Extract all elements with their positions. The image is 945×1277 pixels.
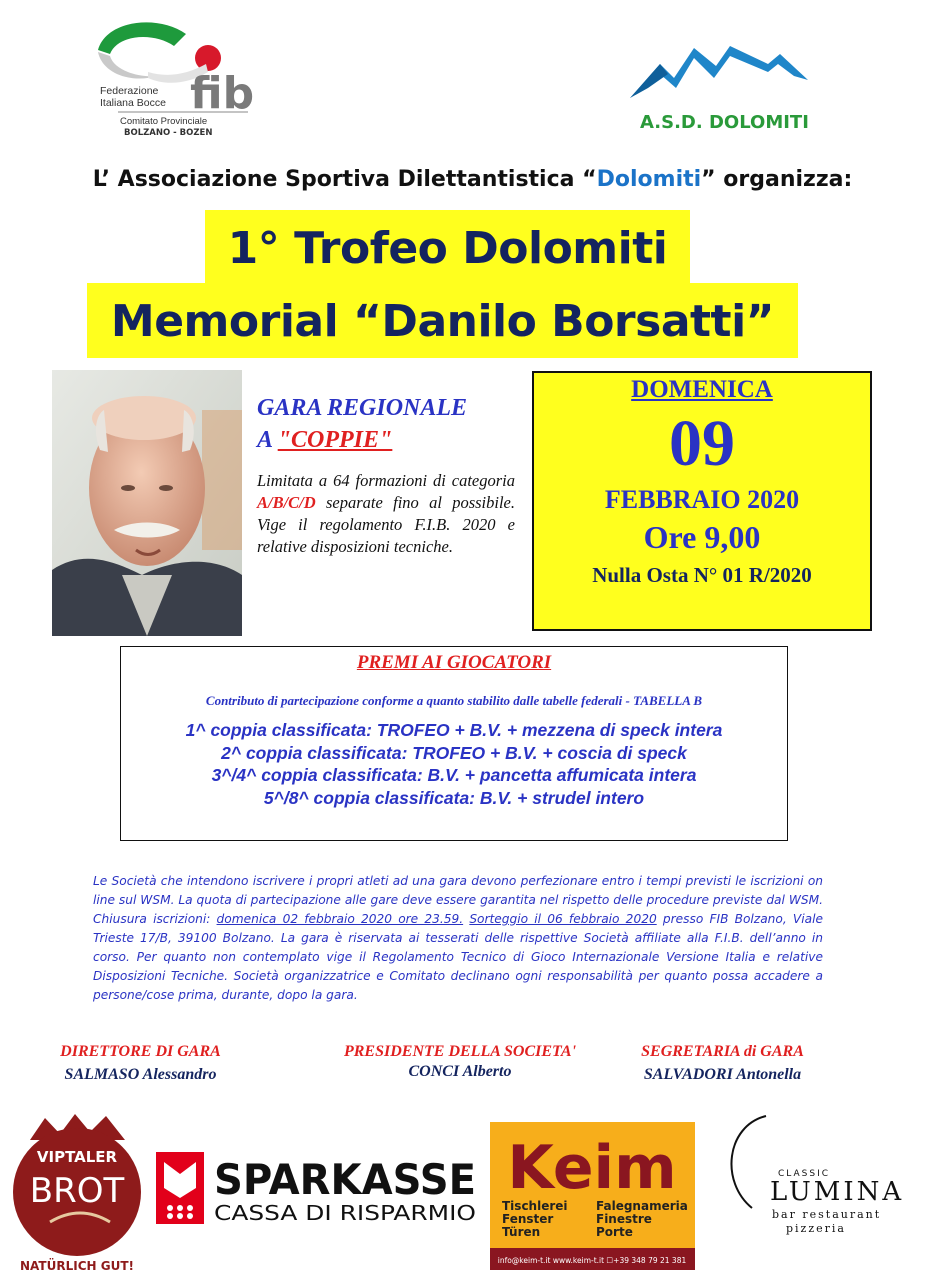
date-time: Ore 9,00 xyxy=(643,519,761,555)
race-type-title: GARA REGIONALE xyxy=(257,395,468,421)
race-info xyxy=(257,392,515,558)
race-format xyxy=(257,424,515,456)
date-month-year: FEBBRAIO 2020 xyxy=(604,485,800,514)
race-desc-after: separate fino al possibile. Vige il regolamento F.I.B. 2020 e relative disposizioni tecniche. xyxy=(257,493,515,556)
keim-graphic xyxy=(490,1122,695,1270)
race-description xyxy=(257,470,515,558)
sparkasse-main: SPARKASSE xyxy=(214,1155,476,1204)
prize-item: 1^ coppia classificata: TROFEO + B.V. + mezzena di speck intera xyxy=(185,720,723,740)
staff-name: SALVADORI Antonella xyxy=(643,1066,802,1083)
lumina-sub1: bar restaurant xyxy=(772,1208,882,1221)
keim-de3: Türen xyxy=(502,1225,541,1239)
fib-line3: Comitato Provinciale xyxy=(120,116,208,127)
asd-label: A.S.D. DOLOMITI xyxy=(640,112,809,133)
keim-de2: Fenster xyxy=(502,1212,554,1226)
fib-line1: Federazione xyxy=(100,85,159,97)
sponsor-sparkasse-logo xyxy=(156,1148,481,1228)
keim-it3: Porte xyxy=(596,1225,633,1239)
sponsor-keim-logo xyxy=(490,1122,695,1270)
race-format-prefix: A xyxy=(257,427,278,453)
event-subtitle: Memorial “Danilo Borsatti” xyxy=(110,296,775,347)
intro-highlight: Dolomiti xyxy=(596,167,702,192)
staff-director xyxy=(48,1043,233,1084)
nulla-osta: Nulla Osta N° 01 R/2020 xyxy=(592,563,812,587)
date-day-name: DOMENICA xyxy=(631,376,773,403)
prize-item: 2^ coppia classificata: TROFEO + B.V. + coscia di speck xyxy=(221,742,687,763)
keim-de1: Tischlerei xyxy=(502,1199,568,1213)
prizes-title: PREMI AI GIOCATORI xyxy=(356,652,552,673)
staff-role: SEGRETARIA di GARA xyxy=(641,1043,804,1060)
fib-line2: Italiana Bocce xyxy=(100,97,166,109)
keim-it2: Finestre xyxy=(596,1212,652,1226)
sparkasse-sub: CASSA DI RISPARMIO xyxy=(214,1201,476,1225)
rules-part1: Le Società che intendono iscrivere i propri atleti ad una gara devono perfezionare entro i tempi previsti le iscrizioni on line sul WSM. La quota di partecipazione alle gare deve essere garantita nel rispetto delle procedure previste dal WSM. Chiusura iscrizioni: xyxy=(93,874,823,926)
intro-after: ” organizza: xyxy=(701,167,853,192)
intro-line xyxy=(0,167,945,192)
staff-president xyxy=(325,1043,595,1081)
prizes-list xyxy=(121,719,787,809)
date-box xyxy=(532,371,872,631)
lumina-sub2: pizzeria xyxy=(786,1222,846,1235)
portrait-photo xyxy=(52,370,242,636)
staff-name: CONCI Alberto xyxy=(408,1063,512,1080)
keim-it1: Falegnameria xyxy=(596,1199,688,1213)
rules-part3: presso FIB Bolzano, Viale Trieste 17/B, 39100 Bolzano. La gara è riservata ai tesserati delle rispettive Società affiliate alla F.I.B. dell’anno in corso. Per quanto non contemplato vige il Regolamento Tecnico di Gioco Internazionale Versione Italia e relative Disposizioni Tecniche. Società organizzatrice e Comitato declinano ogni responsabilità per quanto possa accadere a persone/cose prima, durante, dopo la gara. xyxy=(93,912,823,1002)
mountains-icon xyxy=(618,28,828,138)
intro-before: L’ Associazione Sportiva Dilettantistica “ xyxy=(92,167,597,192)
viptaler-top: VIPTALER xyxy=(36,1148,118,1166)
lumina-graphic xyxy=(722,1112,902,1247)
viptaler-brot-graphic xyxy=(10,1110,145,1275)
lumina-classic: CLASSIC xyxy=(778,1169,831,1179)
asd-dolomiti-logo xyxy=(618,28,828,138)
viptaler-main: BROT xyxy=(29,1171,125,1211)
rules-draw: Sorteggio il 06 febbraio 2020 xyxy=(469,912,657,926)
staff-name: SALMASO Alessandro xyxy=(64,1066,217,1083)
date-day-number: 09 xyxy=(669,407,735,480)
fib-mark: fib xyxy=(190,68,255,119)
prize-item: 3^/4^ coppia classificata: B.V. + pancetta affumicata intera xyxy=(211,765,697,785)
fib-logo xyxy=(88,12,288,137)
fib-logo-graphic xyxy=(88,12,288,137)
staff-role: PRESIDENTE DELLA SOCIETA' xyxy=(343,1043,577,1060)
keim-name: Keim xyxy=(507,1133,677,1203)
sparkasse-graphic xyxy=(156,1148,481,1228)
portrait-image xyxy=(52,370,242,636)
race-categories: A/B/C/D xyxy=(257,493,316,512)
fib-line4: BOLZANO - BOZEN xyxy=(124,128,213,137)
staff-secretary xyxy=(620,1043,825,1084)
prize-item: 5^/8^ coppia classificata: B.V. + strudel intero xyxy=(263,787,645,808)
viptaler-tagline: NATÜRLICH GUT! xyxy=(20,1259,134,1273)
sponsor-viptaler-logo xyxy=(10,1110,145,1275)
sponsor-lumina-logo xyxy=(722,1112,902,1247)
rules-text xyxy=(93,872,823,1005)
lumina-name: LUMINA xyxy=(770,1177,902,1207)
prizes-note: Contributo di partecipazione conforme a quanto stabilito dalle tabelle federali - TABELLA B xyxy=(205,693,703,708)
race-desc-before: Limitata a 64 formazioni di categoria xyxy=(257,471,515,490)
rules-deadline: domenica 02 febbraio 2020 ore 23.59. xyxy=(216,912,464,926)
prizes-box xyxy=(120,646,788,841)
event-title: 1° Trofeo Dolomiti xyxy=(227,223,668,274)
keim-contact: info@keim-t.it www.keim-t.it ☐+39 348 79 21 381 xyxy=(497,1256,687,1265)
race-format-value: "COPPIE" xyxy=(277,427,393,453)
staff-role: DIRETTORE DI GARA xyxy=(60,1043,221,1060)
